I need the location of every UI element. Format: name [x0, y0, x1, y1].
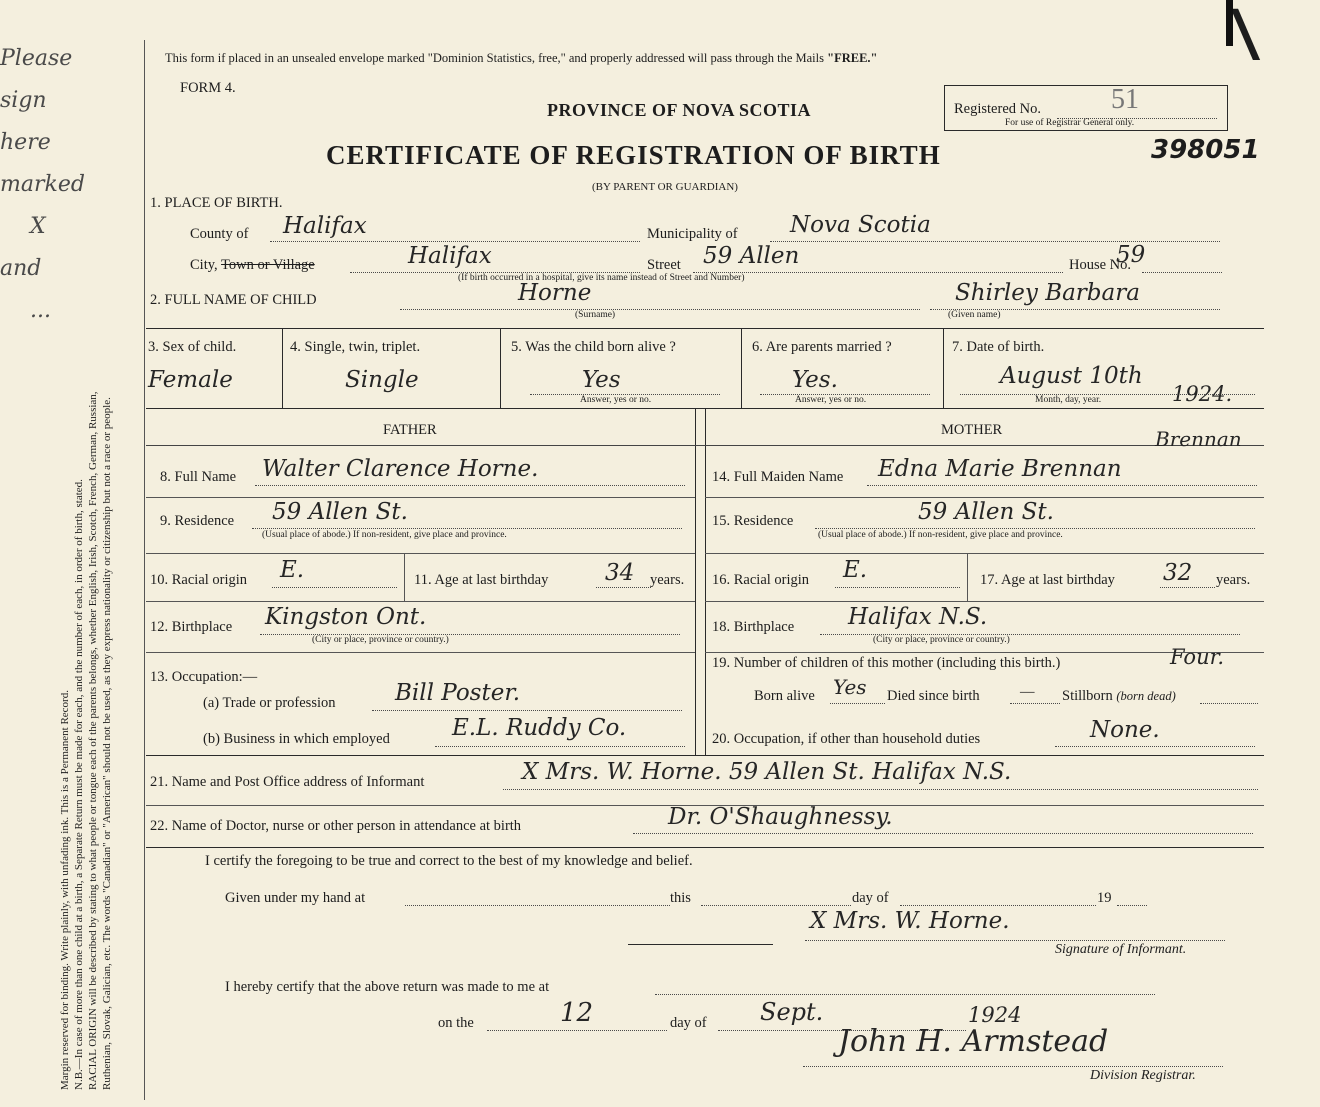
married-value: Yes.: [792, 367, 838, 393]
certificate-subtitle: (BY PARENT OR GUARDIAN): [592, 181, 738, 193]
mother-age-value: 32: [1163, 560, 1193, 586]
died-line: [1010, 703, 1060, 704]
parents-heading-rule: [146, 445, 1264, 446]
born-alive-label: Born alive: [754, 688, 815, 704]
postal-notice: [165, 51, 877, 66]
county-line: [270, 241, 640, 242]
certification-statement: I certify the foregoing to be true and correct to the best of my knowledge and belief.: [205, 853, 693, 869]
margin-note-line: ...: [30, 298, 51, 323]
mother-occupation-line: [1055, 746, 1255, 747]
mother-birthplace-label: 18. Birthplace: [712, 619, 795, 635]
mother-age-divider: [967, 553, 968, 601]
father-heading: FATHER: [383, 422, 437, 438]
father-racial-value: E.: [280, 557, 305, 583]
registered-label: Registered No.: [954, 101, 1041, 117]
father-name-line: [255, 485, 685, 486]
parents-divider: [695, 408, 696, 755]
father-birthplace-caption: (City or place, province or country.): [312, 635, 449, 645]
this-line: [701, 905, 851, 906]
informant-label: 21. Name and Post Office address of Informant: [150, 774, 425, 790]
surname-line: [400, 309, 920, 310]
father-age-line: [596, 587, 651, 588]
street-value: 59 Allen: [703, 243, 800, 269]
doctor-value: Dr. O'Shaughnessy.: [668, 804, 893, 830]
mother-birthplace-caption: (City or place, province or country.): [873, 635, 1010, 645]
mother-racial-value: E.: [843, 557, 868, 583]
mother-age-unit: years.: [1216, 572, 1251, 588]
father-name-value: Walter Clarence Horne.: [262, 456, 539, 482]
year-line: [1117, 905, 1147, 906]
given-caption: (Given name): [948, 310, 1001, 320]
corner-mark: \: [1230, 0, 1261, 69]
died-label: Died since birth: [887, 688, 980, 704]
municipality-line: [770, 241, 1220, 242]
on-the-line: [487, 1030, 667, 1031]
county-value: Halifax: [283, 213, 367, 239]
municipality-value: Nova Scotia: [790, 212, 931, 238]
alive-value: Yes: [582, 367, 621, 393]
house-label: House No.: [1069, 257, 1132, 273]
mother-rule-1: [705, 497, 1264, 498]
father-rule-3: [146, 601, 695, 602]
row-divider-2: [500, 328, 501, 408]
given-at-line: [405, 905, 670, 906]
surname-value: Horne: [518, 280, 592, 306]
doctor-rule: [146, 847, 1264, 848]
mother-residence-label: 15. Residence: [712, 513, 794, 529]
place-of-birth-heading: 1. PLACE OF BIRTH.: [150, 195, 283, 211]
mother-occupation-label: 20. Occupation, if other than household duties: [712, 731, 981, 747]
sex-value: Female: [148, 367, 233, 393]
mother-racial-label: 16. Racial origin: [712, 572, 810, 588]
father-trade-value: Bill Poster.: [395, 680, 521, 706]
day-of-label: day of: [852, 890, 889, 906]
row-divider-4: [943, 328, 944, 408]
sex-label: 3. Sex of child.: [148, 339, 237, 355]
dob-value: August 10th: [1000, 363, 1143, 389]
city-value: Halifax: [408, 243, 492, 269]
father-business-line: [435, 746, 685, 747]
registrar-month: Sept.: [760, 998, 824, 1026]
father-business-value: E.L. Ruddy Co.: [452, 715, 627, 741]
registered-note: For use of Registrar General only.: [1005, 118, 1135, 128]
corner-stroke: [1226, 0, 1233, 46]
born-alive-line: [830, 703, 885, 704]
mother-rule-3: [705, 601, 1264, 602]
city-label-text: City,: [190, 257, 218, 273]
margin-line-2: N.B.—In case of more than one child at a birth, a Separate Return must be made for each, and the number of each, in order of birth, stated.: [73, 479, 85, 1090]
informant-signature: X Mrs. W. Horne.: [810, 908, 1010, 934]
registered-number: 51: [1111, 84, 1139, 115]
alive-label: 5. Was the child born alive ?: [511, 339, 676, 355]
father-age-unit: years.: [650, 572, 685, 588]
mother-residence-caption: (Usual place of abode.) If non-resident, give place and province.: [818, 530, 1063, 540]
mother-name-correction: Brennan: [1155, 427, 1242, 451]
stillborn-label-text: Stillborn: [1062, 688, 1113, 704]
parents-divider-inner: [705, 408, 706, 755]
margin-rule: [144, 40, 145, 1100]
father-name-label: 8. Full Name: [160, 469, 237, 485]
doctor-label: 22. Name of Doctor, nurse or other person in attendance at birth: [150, 818, 522, 834]
registrar-at-line: [655, 994, 1155, 995]
stillborn-line: [1200, 703, 1258, 704]
plurality-value: Single: [345, 367, 419, 393]
mother-occupation-value: None.: [1090, 717, 1160, 743]
margin-line-3: RACIAL ORIGIN will be described by stating to what people or tongue each of the parents belongs, whether English, Irish, Scotch, French, German, Russian,: [87, 391, 99, 1090]
father-residence-value: 59 Allen St.: [272, 499, 408, 525]
on-the-label: on the: [438, 1015, 474, 1031]
margin-note-line: sign: [0, 88, 47, 113]
this-label: this: [670, 890, 691, 906]
town-label-text: Town or Village: [221, 257, 315, 273]
registrar-caption: Division Registrar.: [1090, 1068, 1196, 1083]
row-divider-3: [741, 328, 742, 408]
mother-name-line: [867, 485, 1257, 486]
father-rule-4: [146, 652, 695, 653]
registrar-day: 12: [560, 998, 594, 1028]
parents-bottom-rule: [146, 755, 1264, 756]
father-age-divider: [404, 553, 405, 601]
married-label: 6. Are parents married ?: [752, 339, 892, 355]
street-line: [693, 272, 1063, 273]
surname-caption: (Surname): [575, 310, 616, 320]
mother-name-label: 14. Full Maiden Name: [712, 469, 844, 485]
father-racial-label: 10. Racial origin: [150, 572, 248, 588]
postal-notice-text: This form if placed in an unsealed envelope marked "Dominion Statistics, free," and properly addressed will pass through the Mails: [165, 51, 824, 65]
registrar-year: 1924: [968, 1003, 1022, 1027]
informant-signature-caption: Signature of Informant.: [1055, 942, 1187, 957]
informant-line: [503, 789, 1258, 790]
county-label: County of: [190, 226, 249, 242]
mother-birthplace-value: Halifax N.S.: [848, 604, 988, 630]
margin-note-line: and: [0, 256, 42, 281]
mother-residence-value: 59 Allen St.: [918, 499, 1054, 525]
year-prefix: 19: [1097, 890, 1112, 906]
margin-line-1: Margin reserved for binding. Write plainly, with unfading ink. This is a Permanent Record.: [59, 690, 71, 1090]
mother-rule-2: [705, 553, 1264, 554]
informant-signature-line: [805, 940, 1225, 941]
alive-caption: Answer, yes or no.: [580, 395, 652, 405]
father-residence-label: 9. Residence: [160, 513, 235, 529]
postal-notice-free: "FREE.": [827, 51, 878, 65]
father-birthplace-value: Kingston Ont.: [265, 604, 427, 630]
given-value: Shirley Barbara: [955, 280, 1140, 306]
registered-box: [944, 85, 1228, 131]
registrar-statement: I hereby certify that the above return was made to me at: [225, 979, 550, 995]
died-value: —: [1020, 684, 1035, 700]
dob-caption: Month, day, year.: [1035, 395, 1102, 405]
mother-children-value: Four.: [1170, 645, 1224, 669]
father-business-label: (b) Business in which employed: [203, 731, 390, 747]
father-rule-1: [146, 497, 695, 498]
mother-age-label: 17. Age at last birthday: [980, 572, 1115, 588]
province-heading: PROVINCE OF NOVA SCOTIA: [547, 100, 812, 120]
father-trade-label: (a) Trade or profession: [203, 695, 336, 711]
municipality-label: Municipality of: [647, 226, 738, 242]
registrar-day-of-label: day of: [670, 1015, 707, 1031]
born-alive-value: Yes: [833, 675, 867, 699]
mother-children-label: 19. Number of children of this mother (including this birth.): [712, 655, 1061, 671]
street-label: Street: [647, 257, 681, 273]
informant-value: X Mrs. W. Horne. 59 Allen St. Halifax N.S.: [522, 759, 1012, 785]
father-age-value: 34: [605, 560, 635, 586]
mother-age-line: [1160, 587, 1215, 588]
mother-heading: MOTHER: [941, 422, 1003, 438]
margin-note-line: Please: [0, 46, 73, 71]
margin-note-line: here: [0, 130, 51, 155]
registrar-signature-line: [803, 1066, 1223, 1067]
plurality-label: 4. Single, twin, triplet.: [290, 339, 421, 355]
stillborn-label: [1062, 688, 1176, 705]
mother-racial-line: [835, 587, 960, 588]
signature-separator: [628, 944, 773, 945]
father-residence-caption: (Usual place of abode.) If non-resident, give place and province.: [262, 530, 507, 540]
city-label: [190, 257, 315, 274]
day-of-line: [900, 905, 1096, 906]
mother-name-value: Edna Marie Brennan: [878, 456, 1122, 482]
father-occupation-label: 13. Occupation:—: [150, 669, 258, 685]
dob-label: 7. Date of birth.: [952, 339, 1045, 355]
father-rule-2: [146, 553, 695, 554]
registrar-signature: John H. Armstead: [838, 1024, 1109, 1059]
stillborn-note: (born dead): [1116, 689, 1176, 703]
house-line: [1142, 272, 1222, 273]
stamp-number: 398051: [1151, 135, 1260, 165]
margin-line-4: Ruthenian, Slovak, Galician, etc. The words "Canadian" or "American" should not be used, as they express nationality or citizenship but not a race or people.: [101, 397, 113, 1090]
house-value: 59: [1116, 242, 1146, 268]
hospital-note: (If birth occurred in a hospital, give its name instead of Street and Number): [458, 273, 745, 283]
margin-note-line: marked: [0, 172, 85, 197]
dob-year: 1924.: [1172, 382, 1233, 406]
child-name-label: 2. FULL NAME OF CHILD: [150, 292, 317, 308]
given-under-label: Given under my hand at: [225, 890, 366, 906]
row-divider-1: [282, 328, 283, 408]
row-top-rule: [146, 328, 1264, 329]
father-age-label: 11. Age at last birthday: [414, 572, 549, 588]
mother-residence-line: [815, 528, 1255, 529]
certificate-title: CERTIFICATE OF REGISTRATION OF BIRTH: [326, 140, 941, 170]
father-racial-line: [272, 587, 397, 588]
father-trade-line: [372, 710, 682, 711]
father-residence-line: [252, 528, 682, 529]
married-caption: Answer, yes or no.: [795, 395, 867, 405]
doctor-line: [633, 833, 1253, 834]
margin-instructions: [58, 40, 114, 1090]
margin-note-line: X: [30, 214, 46, 239]
father-birthplace-label: 12. Birthplace: [150, 619, 233, 635]
form-number: FORM 4.: [180, 80, 236, 96]
